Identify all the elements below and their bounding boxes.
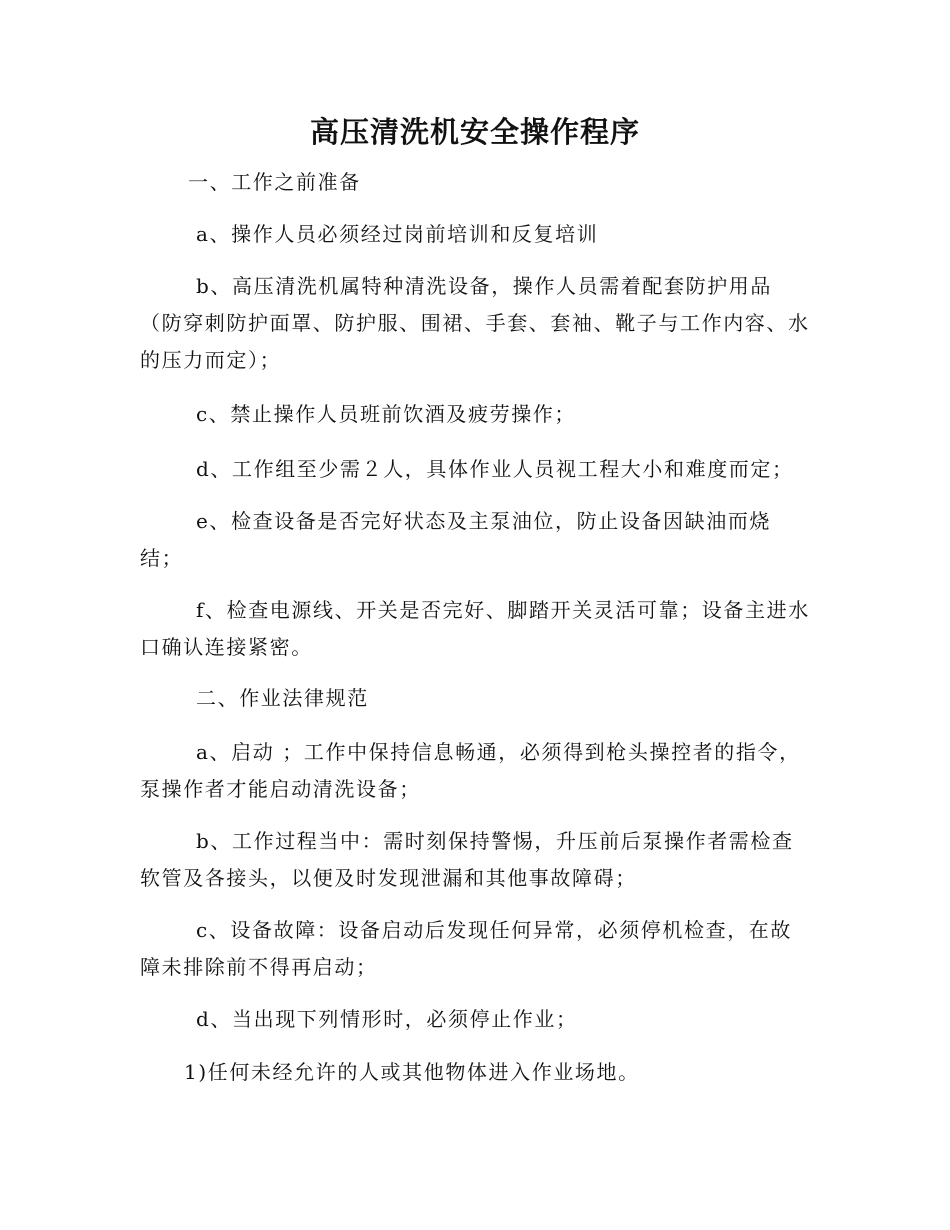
section-1-item-b: b、高压清洗机属特种清洗设备，操作人员需着配套防护用品（防穿刺防护面罩、防护服、围裙、手套、套袖、靴子与工作内容、水的压力而定）；: [140, 274, 810, 372]
section-2-sub-item-1: 1)任何未经允许的人或其他物体进入作业场地。: [184, 1060, 640, 1084]
section-1-item-a: a、操作人员必须经过岗前培训和反复培训: [196, 222, 599, 246]
section-1-item-d: d、工作组至少需２人，具体作业人员视工程大小和难度而定；: [196, 457, 794, 481]
section-2-heading: 二、作业法律规范: [196, 686, 369, 710]
section-1-item-e: e、检查设备是否完好状态及主泵油位，防止设备因缺油而烧结；: [140, 509, 772, 570]
section-2-item-c: c、设备故障：设备启动后发现任何异常，必须停机检查，在故障未排除前不得再启动；: [140, 918, 793, 979]
section-2-item-a: a、启动 ；工作中保持信息畅通，必须得到枪头操控者的指令，泵操作者才能启动清洗设备；: [140, 740, 801, 801]
section-1-item-c: c、禁止操作人员班前饮酒及疲劳操作；: [196, 402, 577, 426]
section-1-item-f: f、检查电源线、开关是否完好、脚踏开关灵活可靠；设备主进水口确认连接紧密。: [140, 598, 810, 659]
section-1-heading: 一、工作之前准备: [188, 170, 361, 194]
section-2-item-b: b、工作过程当中：需时刻保持警惕，升压前后泵操作者需检查软管及各接头，以便及时发现泄漏和其他事故障碍；: [140, 829, 794, 890]
section-2-item-d: d、当出现下列情形时，必须停止作业；: [196, 1007, 578, 1031]
document-title: 高压清洗机安全操作程序: [309, 115, 640, 149]
